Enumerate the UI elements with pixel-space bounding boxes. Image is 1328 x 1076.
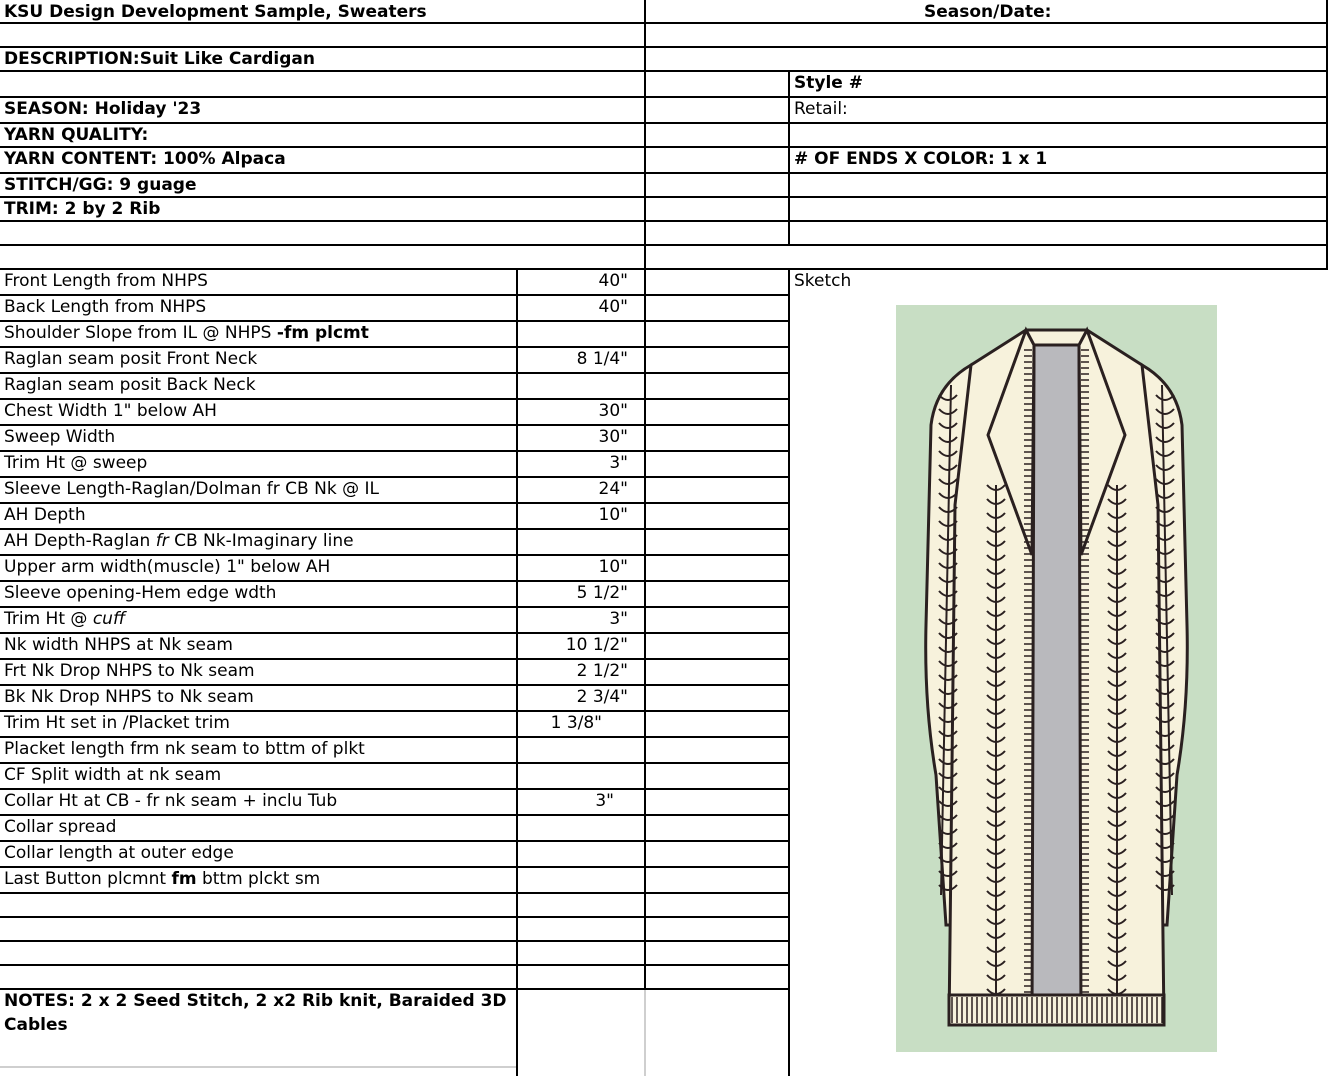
measurement-label: Upper arm width(muscle) 1" below AH <box>4 557 331 577</box>
season-field: SEASON: Holiday '23 <box>4 99 202 119</box>
measurement-label: Collar length at outer edge <box>4 843 234 863</box>
measurement-value: 30" <box>598 427 628 447</box>
yarn-quality-field: YARN QUALITY: <box>4 125 149 145</box>
measurement-value: 40" <box>598 297 628 317</box>
season-date-label: Season/Date: <box>924 2 1052 22</box>
stitch-field: STITCH/GG: 9 guage <box>4 175 197 195</box>
notes-line-1: NOTES: 2 x 2 Seed Stitch, 2 x2 Rib knit, Baraided 3D <box>4 991 507 1011</box>
measurement-label: Sweep Width <box>4 427 116 447</box>
measurement-value: 2 3/4" <box>576 687 628 707</box>
inner-placket <box>1032 345 1081 1025</box>
measurement-label: Collar spread <box>4 817 117 837</box>
notes-line-2: Cables <box>4 1015 68 1035</box>
retail-field: Retail: <box>794 99 848 119</box>
measurement-label: Last Button plcmnt fm bttm plckt sm <box>4 869 321 889</box>
measurement-value: 3" <box>595 791 614 811</box>
yarn-content-field: YARN CONTENT: 100% Alpaca <box>4 149 286 169</box>
measurement-value: 3" <box>609 453 628 473</box>
description-field: DESCRIPTION:Suit Like Cardigan <box>4 49 315 69</box>
measurement-value: 2 1/2" <box>576 661 628 681</box>
measurement-label: Trim Ht @ sweep <box>4 453 148 473</box>
measurement-value: 24" <box>598 479 628 499</box>
measurement-value: 30" <box>598 401 628 421</box>
ends-color-field: # OF ENDS X COLOR: 1 x 1 <box>794 149 1048 169</box>
page-title: KSU Design Development Sample, Sweaters <box>4 2 427 22</box>
garment-sketch <box>896 305 1217 1052</box>
trim-field: TRIM: 2 by 2 Rib <box>4 199 161 219</box>
measurement-label: Sleeve Length-Raglan/Dolman fr CB Nk @ IL <box>4 479 379 499</box>
measurement-label: Shoulder Slope from IL @ NHPS -fm plcmt <box>4 323 369 343</box>
measurement-label: Raglan seam posit Back Neck <box>4 375 256 395</box>
measurement-label: Trim Ht set in /Placket trim <box>4 713 230 733</box>
measurement-label: Back Length from NHPS <box>4 297 207 317</box>
measurement-label: Trim Ht @ cuff <box>4 609 126 629</box>
sketch-label: Sketch <box>794 271 852 291</box>
measurement-label: Bk Nk Drop NHPS to Nk seam <box>4 687 254 707</box>
measurement-label: Placket length frm nk seam to bttm of plkt <box>4 739 365 759</box>
measurement-value: 10" <box>598 557 628 577</box>
measurement-label: CF Split width at nk seam <box>4 765 222 785</box>
cardigan-illustration <box>896 305 1217 1052</box>
measurement-label: Frt Nk Drop NHPS to Nk seam <box>4 661 255 681</box>
measurement-label: AH Depth <box>4 505 86 525</box>
measurement-label: Collar Ht at CB - fr nk seam + inclu Tub <box>4 791 338 811</box>
measurement-label: Nk width NHPS at Nk seam <box>4 635 233 655</box>
measurement-label: Raglan seam posit Front Neck <box>4 349 258 369</box>
measurement-label: Front Length from NHPS <box>4 271 208 291</box>
measurement-value: 40" <box>598 271 628 291</box>
measurement-label: Chest Width 1" below AH <box>4 401 217 421</box>
measurement-value: 8 1/4" <box>576 349 628 369</box>
measurement-value: 3" <box>609 609 628 629</box>
measurement-value: 10 1/2" <box>565 635 628 655</box>
measurement-value: 5 1/2" <box>576 583 628 603</box>
measurement-value: 10" <box>598 505 628 525</box>
measurement-label: AH Depth-Raglan fr CB Nk-Imaginary line <box>4 531 354 551</box>
measurement-label: Sleeve opening-Hem edge wdth <box>4 583 277 603</box>
style-number-field: Style # <box>794 73 863 93</box>
measurement-value: 1 3/8" <box>550 713 602 733</box>
